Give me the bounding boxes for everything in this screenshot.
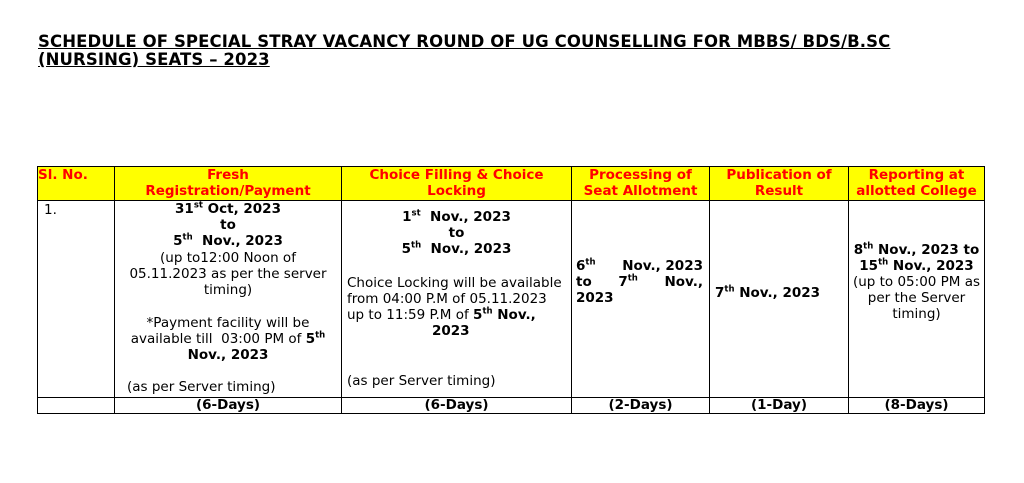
cell-choice-filling: [342, 201, 572, 398]
choice-server-timing: (as per Server timing): [347, 373, 496, 389]
schedule-table: [37, 166, 985, 414]
fresh-note: (up to12:00 Noon of 05.11.2023 as per the server timing): [129, 250, 327, 298]
fresh-payment-note: *Payment facility will be available till 03:00 PM of 5th Nov., 2023: [130, 315, 326, 363]
processing-dates: 6th Nov., 2023 to 7th Nov., 2023: [576, 257, 703, 306]
footer-processing-days: (2-Days): [572, 398, 710, 414]
footer-row: [38, 398, 985, 414]
title-line-2: (NURSING) SEATS – 2023: [38, 50, 270, 69]
publication-date: 7th Nov., 2023: [715, 284, 821, 301]
footer-reporting-days: (8-Days): [849, 398, 985, 414]
cell-reporting: [849, 201, 985, 398]
reporting-dates: 8th Nov., 2023 to 15th Nov., 2023 (up to 05:00 PM as per the Server timing): [852, 241, 981, 322]
choice-date-start: 1st Nov., 2023: [402, 208, 511, 225]
choice-to: to: [448, 225, 465, 241]
fresh-server-timing: (as per Server timing): [127, 379, 276, 395]
cell-publication: [710, 201, 849, 398]
header-sl-no: Sl. No.: [38, 167, 115, 201]
footer-choice-days: (6-Days): [342, 398, 572, 414]
choice-locking-note: Choice Locking will be available from 04:00 P.M of 05.11.2023 up to 11:59 P.M of 5th Nov., 2023: [347, 275, 562, 339]
fresh-to: to: [220, 217, 236, 233]
fresh-date-start: 31st Oct, 2023: [175, 200, 281, 217]
choice-date-end: 5th Nov., 2023: [401, 240, 512, 257]
footer-sl: [38, 398, 115, 414]
header-publication: Publication of Result: [710, 167, 849, 201]
page-title: [38, 33, 1013, 69]
cell-processing: [572, 201, 710, 398]
fresh-date-end: 5th Nov., 2023: [173, 232, 283, 249]
header-choice-filling: Choice Filling & Choice Locking: [342, 167, 572, 201]
title-line-1: SCHEDULE OF SPECIAL STRAY VACANCY ROUND OF UG COUNSELLING FOR MBBS/ BDS/B.SC: [38, 32, 891, 51]
cell-sl-no: 1.: [38, 201, 115, 398]
cell-fresh-registration: [115, 201, 342, 398]
table-row: [38, 201, 985, 398]
header-processing: Processing of Seat Allotment: [572, 167, 710, 201]
header-fresh-registration: Fresh Registration/Payment: [115, 167, 342, 201]
footer-publication-days: (1-Day): [710, 398, 849, 414]
header-row: [38, 167, 985, 201]
footer-fresh-days: (6-Days): [115, 398, 342, 414]
header-reporting: Reporting at allotted College: [849, 167, 985, 201]
